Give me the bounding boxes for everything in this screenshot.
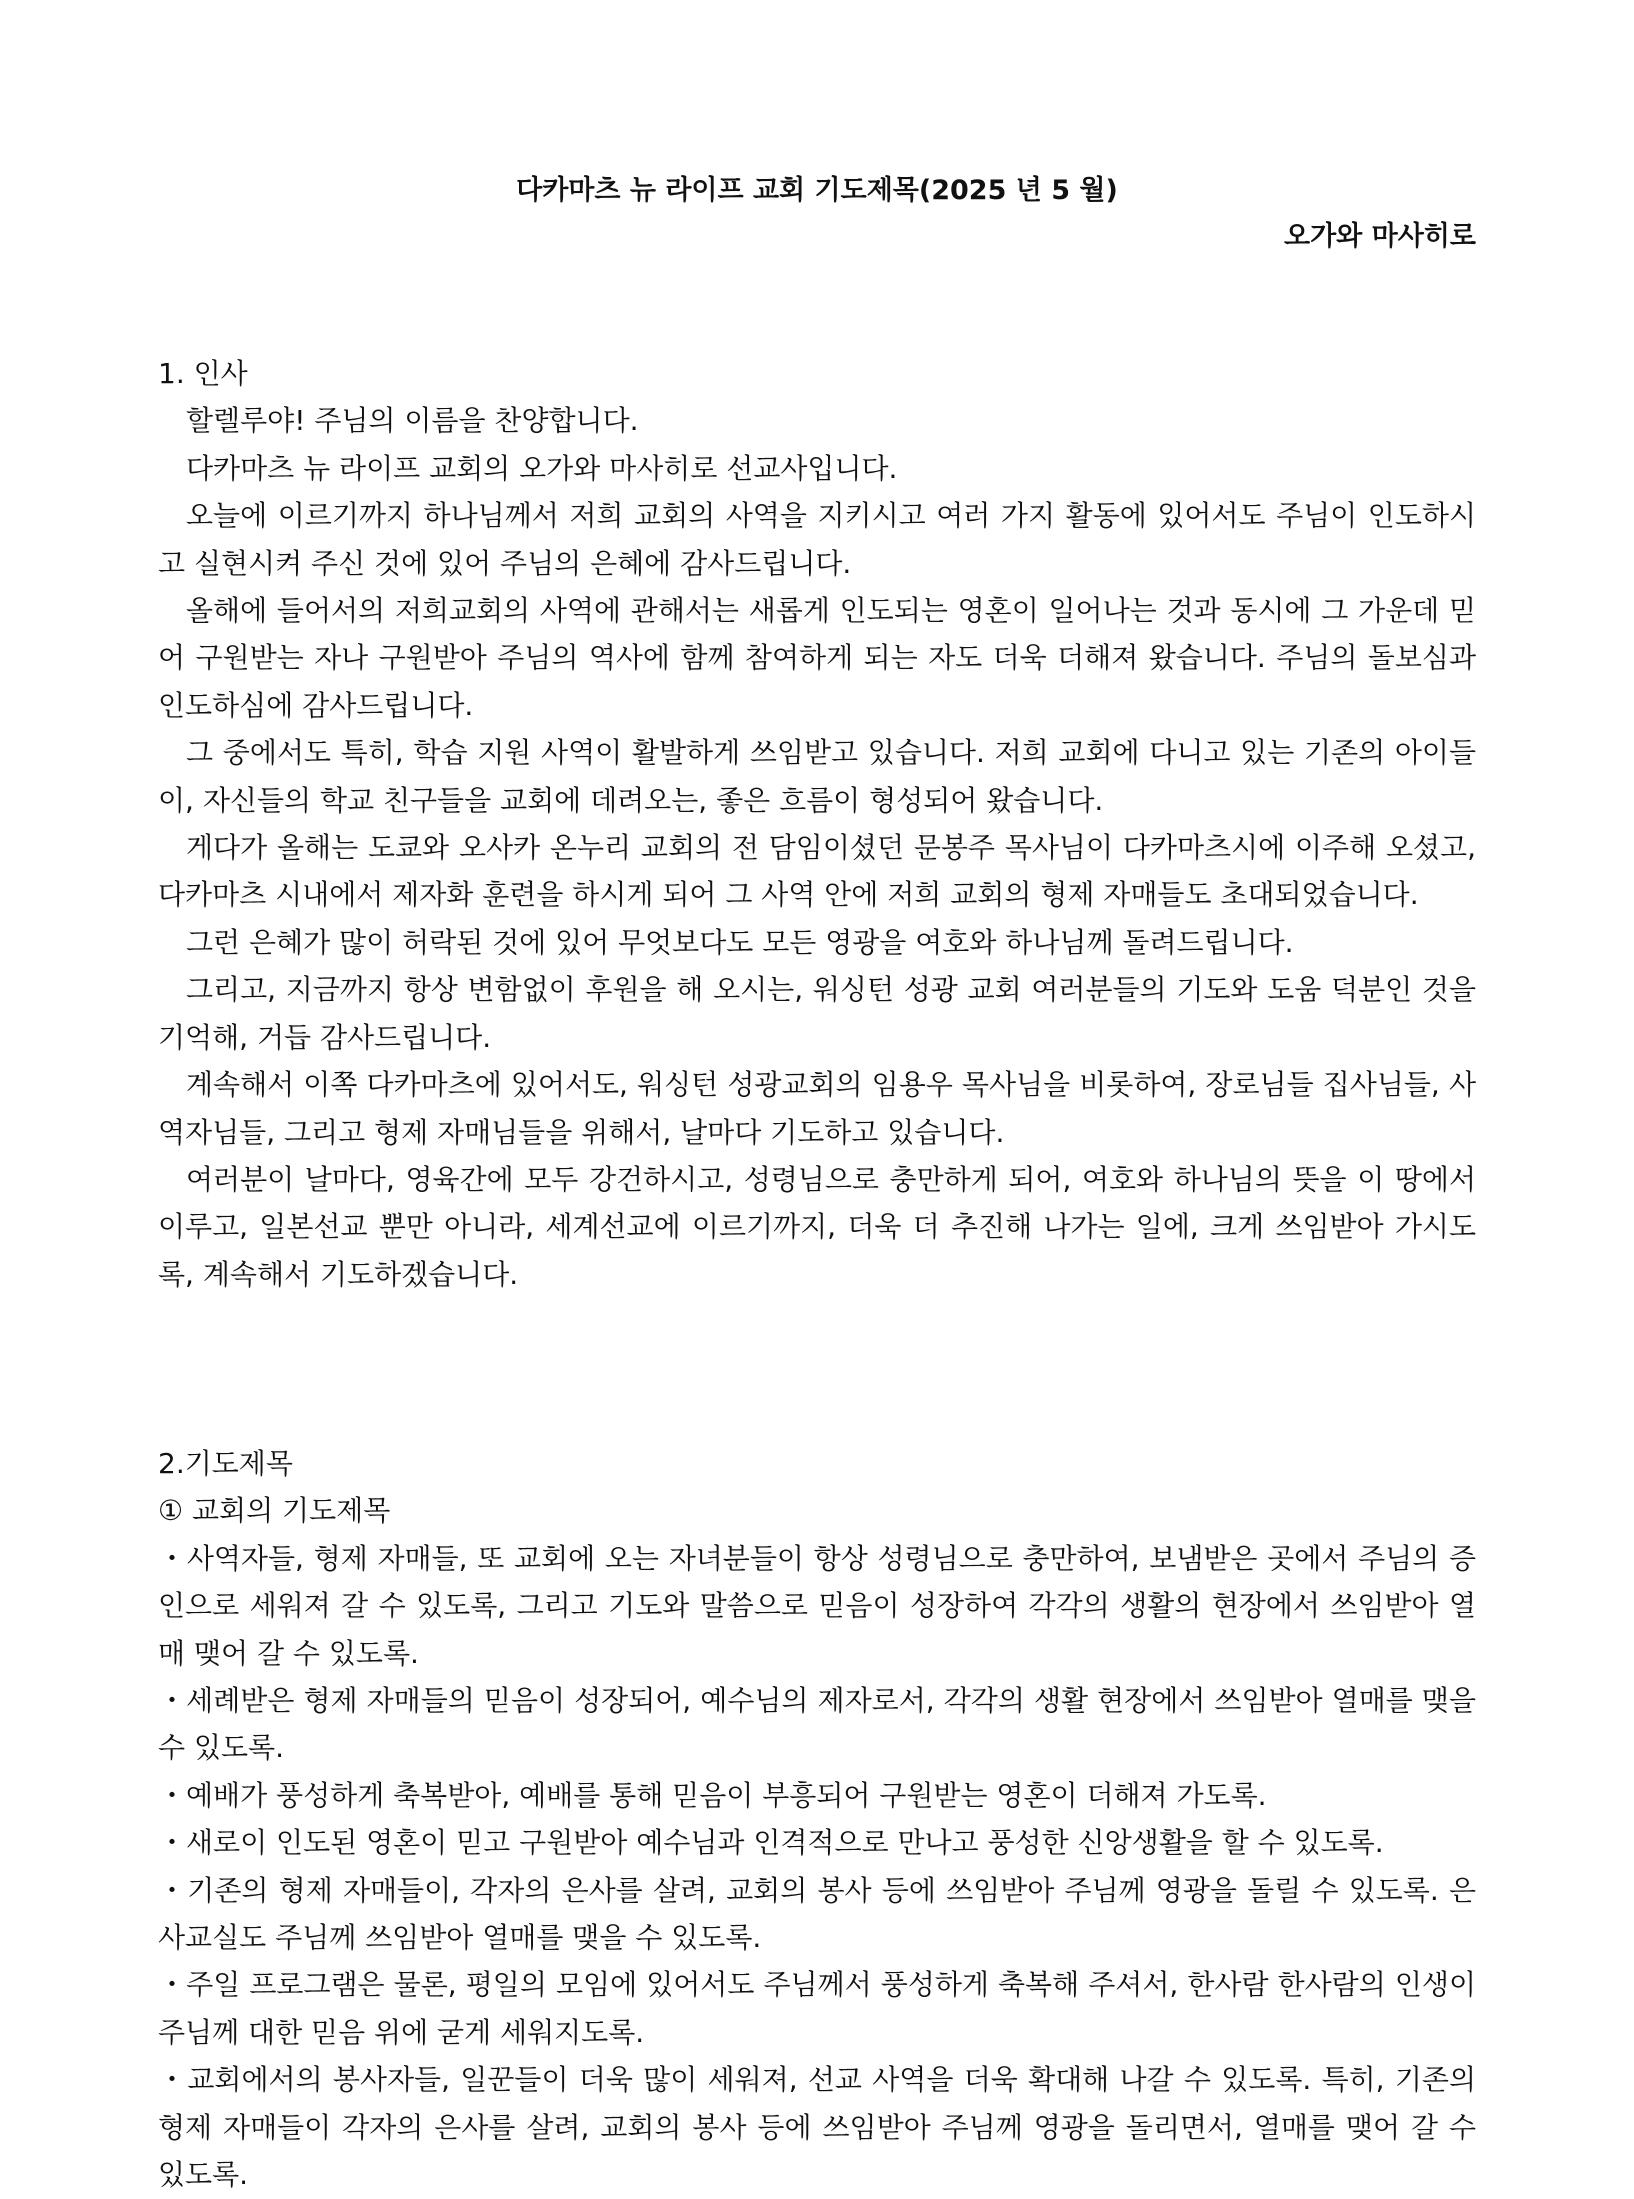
bullet-item: ・세례받은 형제 자매들의 믿음이 성장되어, 예수님의 제자로서, 각각의 생활 현장에서 쓰임받아 열매를 맺을 수 있도록. xyxy=(158,1684,1476,1765)
paragraph: 할렐루야! 주님의 이름을 찬양합니다. xyxy=(186,404,639,438)
document-author: 오가와 마사히로 xyxy=(1284,221,1476,252)
paragraph: 여러분이 날마다, 영육간에 모두 강건하시고, 성령님으로 충만하게 되어, 여호와 하나님의 뜻을 이 땅에서 이루고, 일본선교 뿐만 아니라, 세계선교에 이르기까지, 더욱 더 추진해 나가는 일에, 크게 쓰임받아 가시도록, 계속해서 기도하겠습니다. xyxy=(158,1162,1476,1291)
bullet-item: ・주일 프로그램은 물론, 평일의 모임에 있어서도 주님께서 풍성하게 축복해 주셔서, 한사람 한사람의 인생이 주님께 대한 믿음 위에 굳게 세워지도록. xyxy=(158,1968,1476,2049)
paragraph: 다카마츠 뉴 라이프 교회의 오가와 마사히로 선교사입니다. xyxy=(186,451,898,485)
document-title: 다카마츠 뉴 라이프 교회 기도제목(2025 년 5 월) xyxy=(516,175,1118,206)
paragraph: 그 중에서도 특히, 학습 지원 사역이 활발하게 쓰임받고 있습니다. 저희 교회에 다니고 있는 기존의 아이들이, 자신들의 학교 친구들을 교회에 데려오는, 좋은 흐름이 형성되어 왔습니다. xyxy=(158,736,1476,817)
paragraph: 게다가 올해는 도쿄와 오사카 온누리 교회의 전 담임이셨던 문봉주 목사님이 다카마츠시에 이주해 오셨고, 다카마츠 시내에서 제자화 훈련을 하시게 되어 그 사역 안에 저희 교회의 형제 자매들도 초대되었습니다. xyxy=(158,831,1476,912)
paragraph: 계속해서 이쪽 다카마츠에 있어서도, 워싱턴 성광교회의 임용우 목사님을 비롯하여, 장로님들 집사님들, 사역자님들, 그리고 형제 자매님들을 위해서, 날마다 기도하고 있습니다. xyxy=(158,1068,1476,1149)
paragraph: 그런 은혜가 많이 허락된 것에 있어 무엇보다도 모든 영광을 여호와 하나님께 돌려드립니다. xyxy=(186,925,1294,959)
paragraph: 올해에 들어서의 저희교회의 사역에 관해서는 새롭게 인도되는 영혼이 일어나는 것과 동시에 그 가운데 믿어 구원받는 자나 구원받아 주님의 역사에 함께 참여하게 되는 자도 더욱 더해져 왔습니다. 주님의 돌보심과 인도하심에 감사드립니다. xyxy=(158,594,1476,722)
section-heading: 2.기도제목 xyxy=(158,1447,293,1480)
bullet-item: ・교회에서의 봉사자들, 일꾼들이 더욱 많이 세워져, 선교 사역을 더욱 확대해 나갈 수 있도록. 특히, 기존의 형제 자매들이 각자의 은사를 살려, 교회의 봉사 등에 쓰임받아 주님께 영광을 돌리면서, 열매를 맺어 갈 수 있도록. xyxy=(158,2063,1476,2192)
section-greeting xyxy=(158,350,1476,1298)
section-heading: 1. 인사 xyxy=(158,357,248,390)
bullet-item: ・새로이 인도된 영혼이 믿고 구원받아 예수님과 인격적으로 만나고 풍성한 신앙생활을 할 수 있도록. xyxy=(158,1826,1384,1860)
bullet-item: ・예배가 풍성하게 축복받아, 예배를 통해 믿음이 부흥되어 구원받는 영혼이 더해져 가도록. xyxy=(158,1778,1267,1812)
bullet-item: ・기존의 형제 자매들이, 각자의 은사를 살려, 교회의 봉사 등에 쓰임받아 주님께 영광을 돌릴 수 있도록. 은사교실도 주님께 쓰임받아 열매를 맺을 수 있도록. xyxy=(158,1873,1476,1955)
paragraph: 오늘에 이르기까지 하나님께서 저희 교회의 사역을 지키시고 여러 가지 활동에 있어서도 주님이 인도하시고 실현시켜 주신 것에 있어 주님의 은혜에 감사드립니다. xyxy=(158,499,1476,580)
subsection-heading: ① 교회의 기도제목 xyxy=(158,1494,391,1528)
paragraph: 그리고, 지금까지 항상 변함없이 후원을 해 오시는, 워싱턴 성광 교회 여러분들의 기도와 도움 덕분인 것을 기억해, 거듭 감사드립니다. xyxy=(158,973,1476,1054)
bullet-item: ・사역자들, 형제 자매들, 또 교회에 오는 자녀분들이 항상 성령님으로 충만하여, 보냄받은 곳에서 주님의 증인으로 세워져 갈 수 있도록, 그리고 기도와 말씀으로 믿음이 성장하여 각각의 생활의 현장에서 쓰임받아 열매 맺어 갈 수 있도록. xyxy=(158,1541,1476,1670)
section-prayer-topics xyxy=(158,1440,1476,2199)
